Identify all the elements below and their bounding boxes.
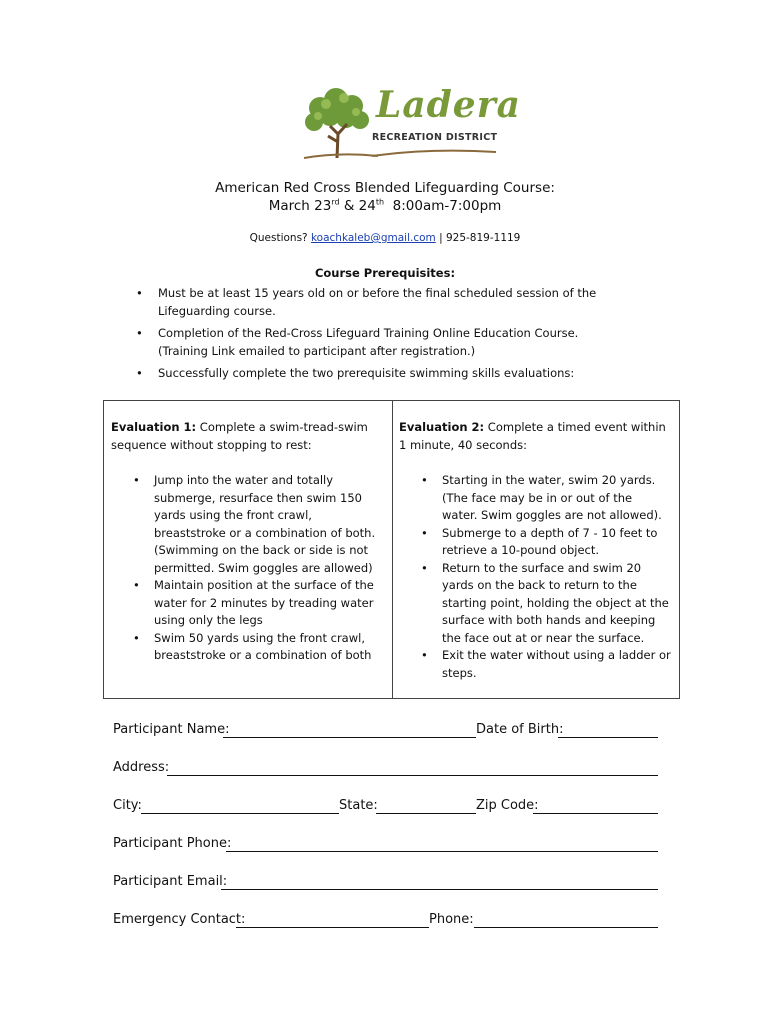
address-field[interactable] (167, 775, 658, 776)
state-label: State: (339, 798, 378, 813)
zip-field[interactable] (533, 813, 658, 814)
dob-label: Date of Birth: (476, 722, 564, 737)
prerequisites-title: Course Prerequisites: (314, 266, 456, 280)
participant-phone-field[interactable] (226, 851, 658, 852)
evaluation-2-text: Complete a timed event within 1 minute, 40 seconds: (399, 420, 666, 452)
participant-email-row (113, 872, 658, 890)
state-field[interactable] (376, 813, 476, 814)
contact-phone: | 925-819-1119 (435, 232, 521, 244)
list-item: • Jump into the water and totally submerge, resurface then swim 150 yards using the front crawl, breaststroke or a combination of both. (Swimming on the back or side is not permitted. Swim goggles are allowed) (111, 472, 386, 577)
participant-email-label: Participant Email: (113, 874, 228, 889)
evaluation-1-label: Evaluation 1: (111, 420, 197, 434)
date-end: & 24 (339, 198, 376, 214)
participant-name-row (113, 720, 658, 738)
tree-icon (300, 86, 380, 162)
date-suffix-1: rd (331, 197, 340, 207)
questions-label: Questions? (249, 232, 311, 244)
list-item: • Exit the water without using a ladder or steps. (399, 647, 671, 682)
participant-name-label: Participant Name: (113, 722, 230, 737)
participant-phone-row (113, 834, 658, 852)
prerequisites-list (136, 284, 616, 386)
city-label: City: (113, 798, 142, 813)
evaluation-1-list (111, 472, 386, 665)
list-item: • Return to the surface and swim 20 yards on the back to return to the starting point, holding the object at the surface with both hands and keeping the face out at or near the surface. (399, 560, 671, 648)
evaluation-1-cell (111, 419, 386, 665)
list-item: • Maintain position at the surface of the water for 2 minutes by treading water using only the legs (111, 577, 386, 630)
zip-label: Zip Code: (476, 798, 539, 813)
logo-swoosh (370, 146, 500, 160)
evaluation-1-text: Complete a swim-tread-swim sequence without stopping to rest: (111, 420, 368, 452)
contact-email-link[interactable]: koachkaleb@gmail.com (310, 232, 436, 244)
dob-field[interactable] (558, 737, 658, 738)
address-row (113, 758, 658, 776)
emergency-phone-label: Phone: (429, 912, 474, 927)
list-item: • Swim 50 yards using the front crawl, breaststroke or a combination of both (111, 630, 386, 665)
city-field[interactable] (141, 813, 339, 814)
list-item: • Must be at least 15 years old on or before the final scheduled session of the Lifeguarding course. (136, 284, 616, 320)
evaluation-2-description (399, 419, 671, 454)
ladera-logo (300, 84, 522, 162)
evaluation-table (103, 400, 680, 699)
participant-phone-label: Participant Phone: (113, 836, 232, 851)
date-start: March 23 (268, 198, 332, 214)
list-item: • Submerge to a depth of 7 - 10 feet to retrieve a 10-pound object. (399, 525, 671, 560)
logo-subtitle: RECREATION DISTRICT (372, 132, 498, 143)
table-divider (392, 401, 393, 698)
evaluation-2-cell (399, 419, 671, 682)
city-row (113, 796, 658, 814)
questions-line (0, 232, 770, 244)
emergency-contact-row (113, 910, 658, 928)
course-time: 8:00am-7:00pm (384, 198, 502, 214)
emergency-contact-field[interactable] (236, 927, 429, 928)
evaluation-1-description (111, 419, 386, 454)
logo-word: Ladera (376, 84, 522, 126)
evaluation-2-list (399, 472, 671, 682)
participant-name-field[interactable] (223, 737, 476, 738)
emergency-contact-label: Emergency Contact: (113, 912, 246, 927)
emergency-phone-field[interactable] (474, 927, 658, 928)
address-label: Address: (113, 760, 170, 775)
list-item: • Starting in the water, swim 20 yards. (The face may be in or out of the water. Swim goggles are not allowed). (399, 472, 671, 525)
list-item: • Successfully complete the two prerequisite swimming skills evaluations: (136, 364, 616, 382)
list-item: • Completion of the Red-Cross Lifeguard Training Online Education Course. (Training Link emailed to participant after registration.) (136, 324, 616, 360)
evaluation-2-label: Evaluation 2: (399, 420, 485, 434)
course-title: American Red Cross Blended Lifeguarding Course: (215, 180, 555, 196)
date-suffix-2: th (375, 197, 385, 207)
participant-email-field[interactable] (221, 889, 658, 890)
course-dates (0, 198, 770, 214)
